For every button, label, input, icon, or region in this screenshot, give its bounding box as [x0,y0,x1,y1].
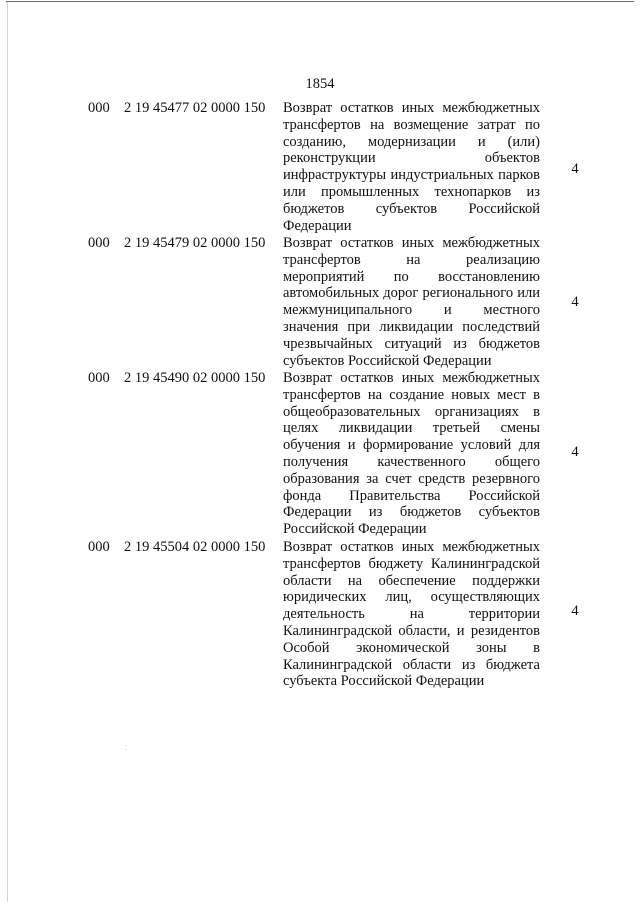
budget-classification-code: 2 19 45490 02 0000 150 [124,370,266,386]
value-cell: 4 [571,603,579,619]
revenue-description: Возврат остатков иных межбюджетных трансфертов на создание новых мест в общеобразовательных организациях в целях ликвидации третьей смены обучения и формирование условий для получения качественного общего образования за счет средств резервного фонда Правительства Российской Федерации из бюджетов субъектов Российской Федерации [283,370,540,538]
scan-left-border [7,2,8,902]
page-number: 1854 [305,76,335,92]
revenue-description: Возврат остатков иных межбюджетных трансфертов на возмещение затрат по созданию, модернизации и (или) реконструкции объектов инфраструктуры индустриальных парков или промышленных технопарков из бюджетов субъектов Российской Федерации [283,100,540,234]
value-cell: 4 [571,294,579,310]
admin-code: 000 [88,370,110,386]
budget-classification-code: 2 19 45479 02 0000 150 [124,235,266,251]
scan-speck [125,745,126,746]
value-cell: 4 [571,444,579,460]
budget-classification-code: 2 19 45477 02 0000 150 [124,100,266,116]
value-cell: 4 [571,161,579,177]
scan-speck [125,749,126,750]
revenue-description: Возврат остатков иных межбюджетных трансфертов на реализацию мероприятий по восстановлению автомобильных дорог регионального или межмуниципального и местного значения при ликвидации последствий чрезвычайных ситуаций из бюджетов субъектов Российской Федерации [283,235,540,369]
budget-classification-code: 2 19 45504 02 0000 150 [124,539,266,555]
revenue-description: Возврат остатков иных межбюджетных трансфертов бюджету Калининградской области на обеспечение поддержки юридических лиц, осуществляющих деятельность на территории Калининградской области, и резидентов Особой экономической зоны в Калининградской области из бюджета субъекта Российской Федерации [283,539,540,690]
admin-code: 000 [88,235,110,251]
admin-code: 000 [88,539,110,555]
admin-code: 000 [88,100,110,116]
scan-top-border [6,1,634,2]
